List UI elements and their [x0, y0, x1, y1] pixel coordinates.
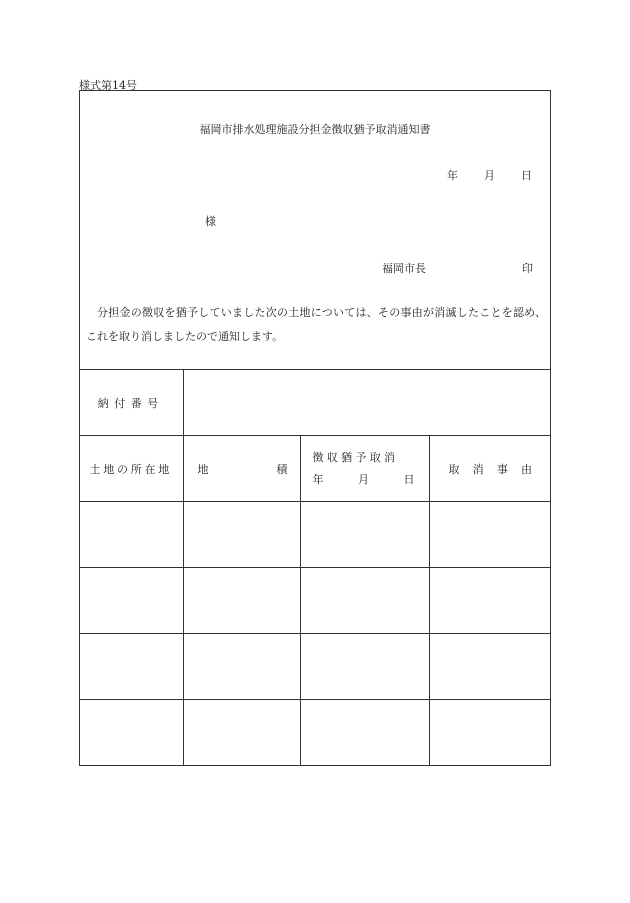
table-row — [79, 502, 551, 568]
seal-mark: 印 — [522, 262, 533, 275]
cancel-month-label: 月 — [358, 472, 369, 486]
deferral-cancel-label: 徴収猶予取消 — [312, 450, 399, 464]
reason-label: 取消事由 — [448, 462, 546, 476]
table-row — [79, 634, 551, 700]
cell-area[interactable] — [183, 502, 300, 568]
cancel-year-label: 年 — [312, 472, 324, 486]
document-title: 福岡市排水処理施設分担金徴収猶予取消通知書 — [199, 123, 431, 136]
deferral-table — [79, 369, 551, 766]
cell-reason[interactable] — [429, 700, 551, 766]
cell-location[interactable] — [79, 568, 183, 634]
land-location-label: 土地の所在地 — [89, 462, 172, 476]
date-year-label: 年 — [447, 169, 458, 182]
date-day-label: 日 — [521, 169, 532, 182]
cell-location[interactable] — [79, 700, 183, 766]
cell-reason[interactable] — [429, 634, 551, 700]
cell-reason[interactable] — [429, 502, 551, 568]
payment-number-value-cell[interactable] — [183, 370, 551, 436]
table-row — [79, 568, 551, 634]
header-deferral-cancel-date — [300, 436, 429, 502]
payment-number-label-cell — [79, 370, 183, 436]
area-label-left: 地 — [197, 462, 209, 476]
cancel-day-label: 日 — [403, 472, 415, 486]
cell-date[interactable] — [300, 502, 429, 568]
cell-area[interactable] — [183, 700, 300, 766]
cell-date[interactable] — [300, 634, 429, 700]
cell-date[interactable] — [300, 700, 429, 766]
payment-number-row — [79, 370, 551, 436]
cell-area[interactable] — [183, 634, 300, 700]
cell-location[interactable] — [79, 634, 183, 700]
document-frame — [79, 90, 551, 766]
cell-reason[interactable] — [429, 568, 551, 634]
cell-location[interactable] — [79, 502, 183, 568]
header-land-location — [79, 436, 183, 502]
table-row — [79, 700, 551, 766]
cell-area[interactable] — [183, 568, 300, 634]
payment-number-label: 納付番号 — [97, 396, 164, 410]
cell-date[interactable] — [300, 568, 429, 634]
table-header-row — [79, 436, 551, 502]
area-label-right: 積 — [276, 462, 288, 476]
form-number: 様式第14号 — [79, 79, 137, 92]
date-month-label: 月 — [484, 169, 495, 182]
header-area — [183, 436, 300, 502]
sender-name: 福岡市長 — [382, 262, 426, 275]
addressee-suffix: 様 — [205, 215, 216, 228]
notice-body: 分担金の徴収を猶予していました次の土地については、その事由が消滅したことを認め、これを取り消しましたので通知します。 — [86, 306, 546, 343]
issue-date[interactable] — [447, 167, 532, 183]
header-reason — [429, 436, 551, 502]
